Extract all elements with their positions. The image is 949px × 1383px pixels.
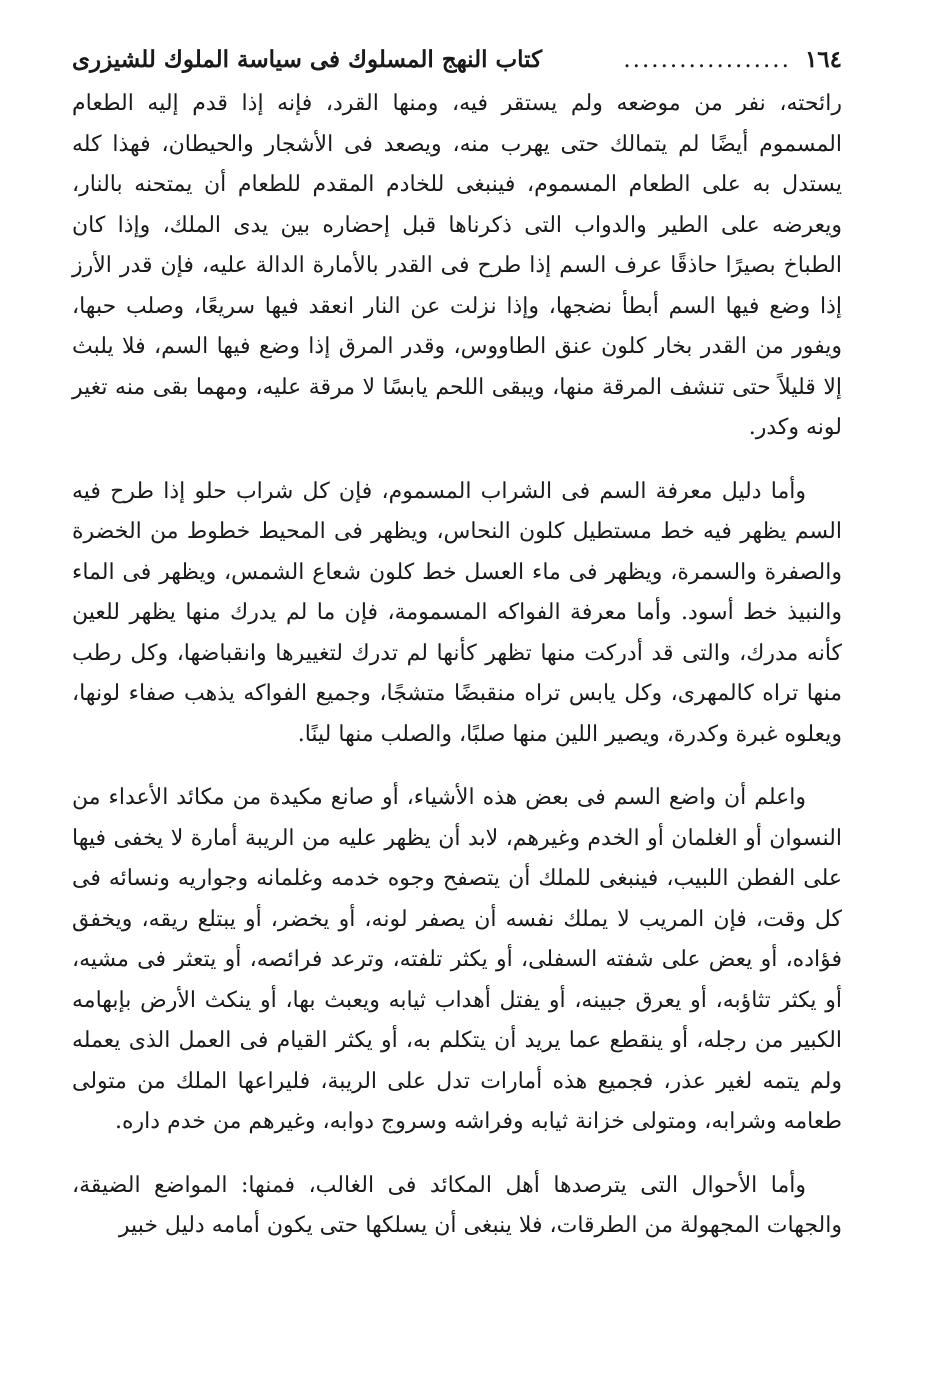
paragraph-poison-in-food: رائحته، نفر من موضعه ولم يستقر فيه، ومنها القرد، فإنه إذا قدم إليه الطعام المسموم أيضًا لم يتمالك حتى يهرب منه، ويصعد فى الأشجار والحيطان، فهذا كله يستدل به على الطعام المسموم، فينبغى للخادم المقدم للطعام أن يمتحنه بالنار، ويعرضه على الطير والدواب التى ذكرناها قبل إحضاره بين يدى الملك، وإذا كان الطباخ بصيرًا حاذقًا عرف السم إذا طرح فى القدر بالأمارة الدالة عليه، فإن قدر الأرز إذا وضع فيها السم أبطأ نضجها، وإذا نزلت عن النار انعقد فيها سريعًا، وصلب حبها، ويفور من القدر بخار كلون عنق الطاووس، وقدر المرق إذا وضع فيها السم، فلا يلبث إلا قليلاً حتى تنشف المرقة منها، ويبقى اللحم يابسًا لا مرقة عليه، ومهما بقى منه تغير لونه وكدر. [72, 91, 842, 440]
paragraph-poison-in-drink: وأما دليل معرفة السم فى الشراب المسموم، فإن كل شراب حلو إذا طرح فيه السم يظهر فيه خط مستطيل كلون النحاس، ويظهر فى المحيط خطوط من الخضرة والصفرة والسمرة، ويظهر فى ماء العسل خط كلون شعاع الشمس، ويظهر فى الماء والنبيذ خط أسود. وأما معرفة الفواكه المسمومة، فإن ما لم يدرك منها يظهر للعين كأنه مدرك، والتى قد أدركت منها تظهر كأنها لم تدرك لتغييرها وانقباضها، وكل رطب منها تراه كالمهرى، وكل يابس تراه منقبضًا متشجًا، وجميع الفواكه يذهب صفاء لونها، ويعلوه غبرة وكدرة، ويصير اللين منها صلبًا، والصلب منها لينًا. [72, 478, 842, 747]
dot-leader: .................. [623, 47, 791, 73]
paragraph-dangerous-situations: وأما الأحوال التى يترصدها أهل المكائد فى الغالب، فمنها: المواضع الضيقة، والجهات المجهولة من الطرقات، فلا ينبغى أن يسلكها حتى يكون أمامه دليل خبير [72, 1172, 842, 1238]
body-text [72, 84, 842, 1247]
book-page [72, 40, 842, 1247]
paragraph-signs-of-suspicion: واعلم أن واضع السم فى بعض هذه الأشياء، أو صانع مكيدة من مكائد الأعداء من النسوان أو الغلمان أو الخدم وغيرهم، لابد أن يظهر عليه من الريبة أمارة لا يخفى فيها على الفطن اللبيب، فينبغى للملك أن يتصفح وجوه خدمه وغلمانه وجواريه ونسائه فى كل وقت، فإن المريب لا يملك نفسه أن يصفر لونه، أو يخضر، أو يبتلع ريقه، ويخفق فؤاده، أو يعض على شفته السفلى، أو يكثر تلفته، وترعد فرائصه، أو يتعثر فى مشيه، أو يكثر تثاؤبه، أو يعرق جبينه، أو يفتل أهداب ثيابه ويعبث بها، أو ينكث الأرض بإبهامه الكبير من رجله، أو ينقطع عما يريد أن يتكلم به، أو يكثر القيام فى العمل الذى يعمله ولم يتمه لغير عذر، فجميع هذه أمارات تدل على الريبة، فليراعها الملك من متولى طعامه وشرابه، ومتولى خزانة ثيابه وفراشه وسروج دوابه، وغيرهم من خدم داره. [72, 785, 842, 1134]
page-number: ١٦٤ [804, 46, 842, 73]
running-head [72, 40, 842, 80]
book-title: كتاب النهج المسلوك فى سياسة الملوك للشيزرى [72, 46, 543, 73]
